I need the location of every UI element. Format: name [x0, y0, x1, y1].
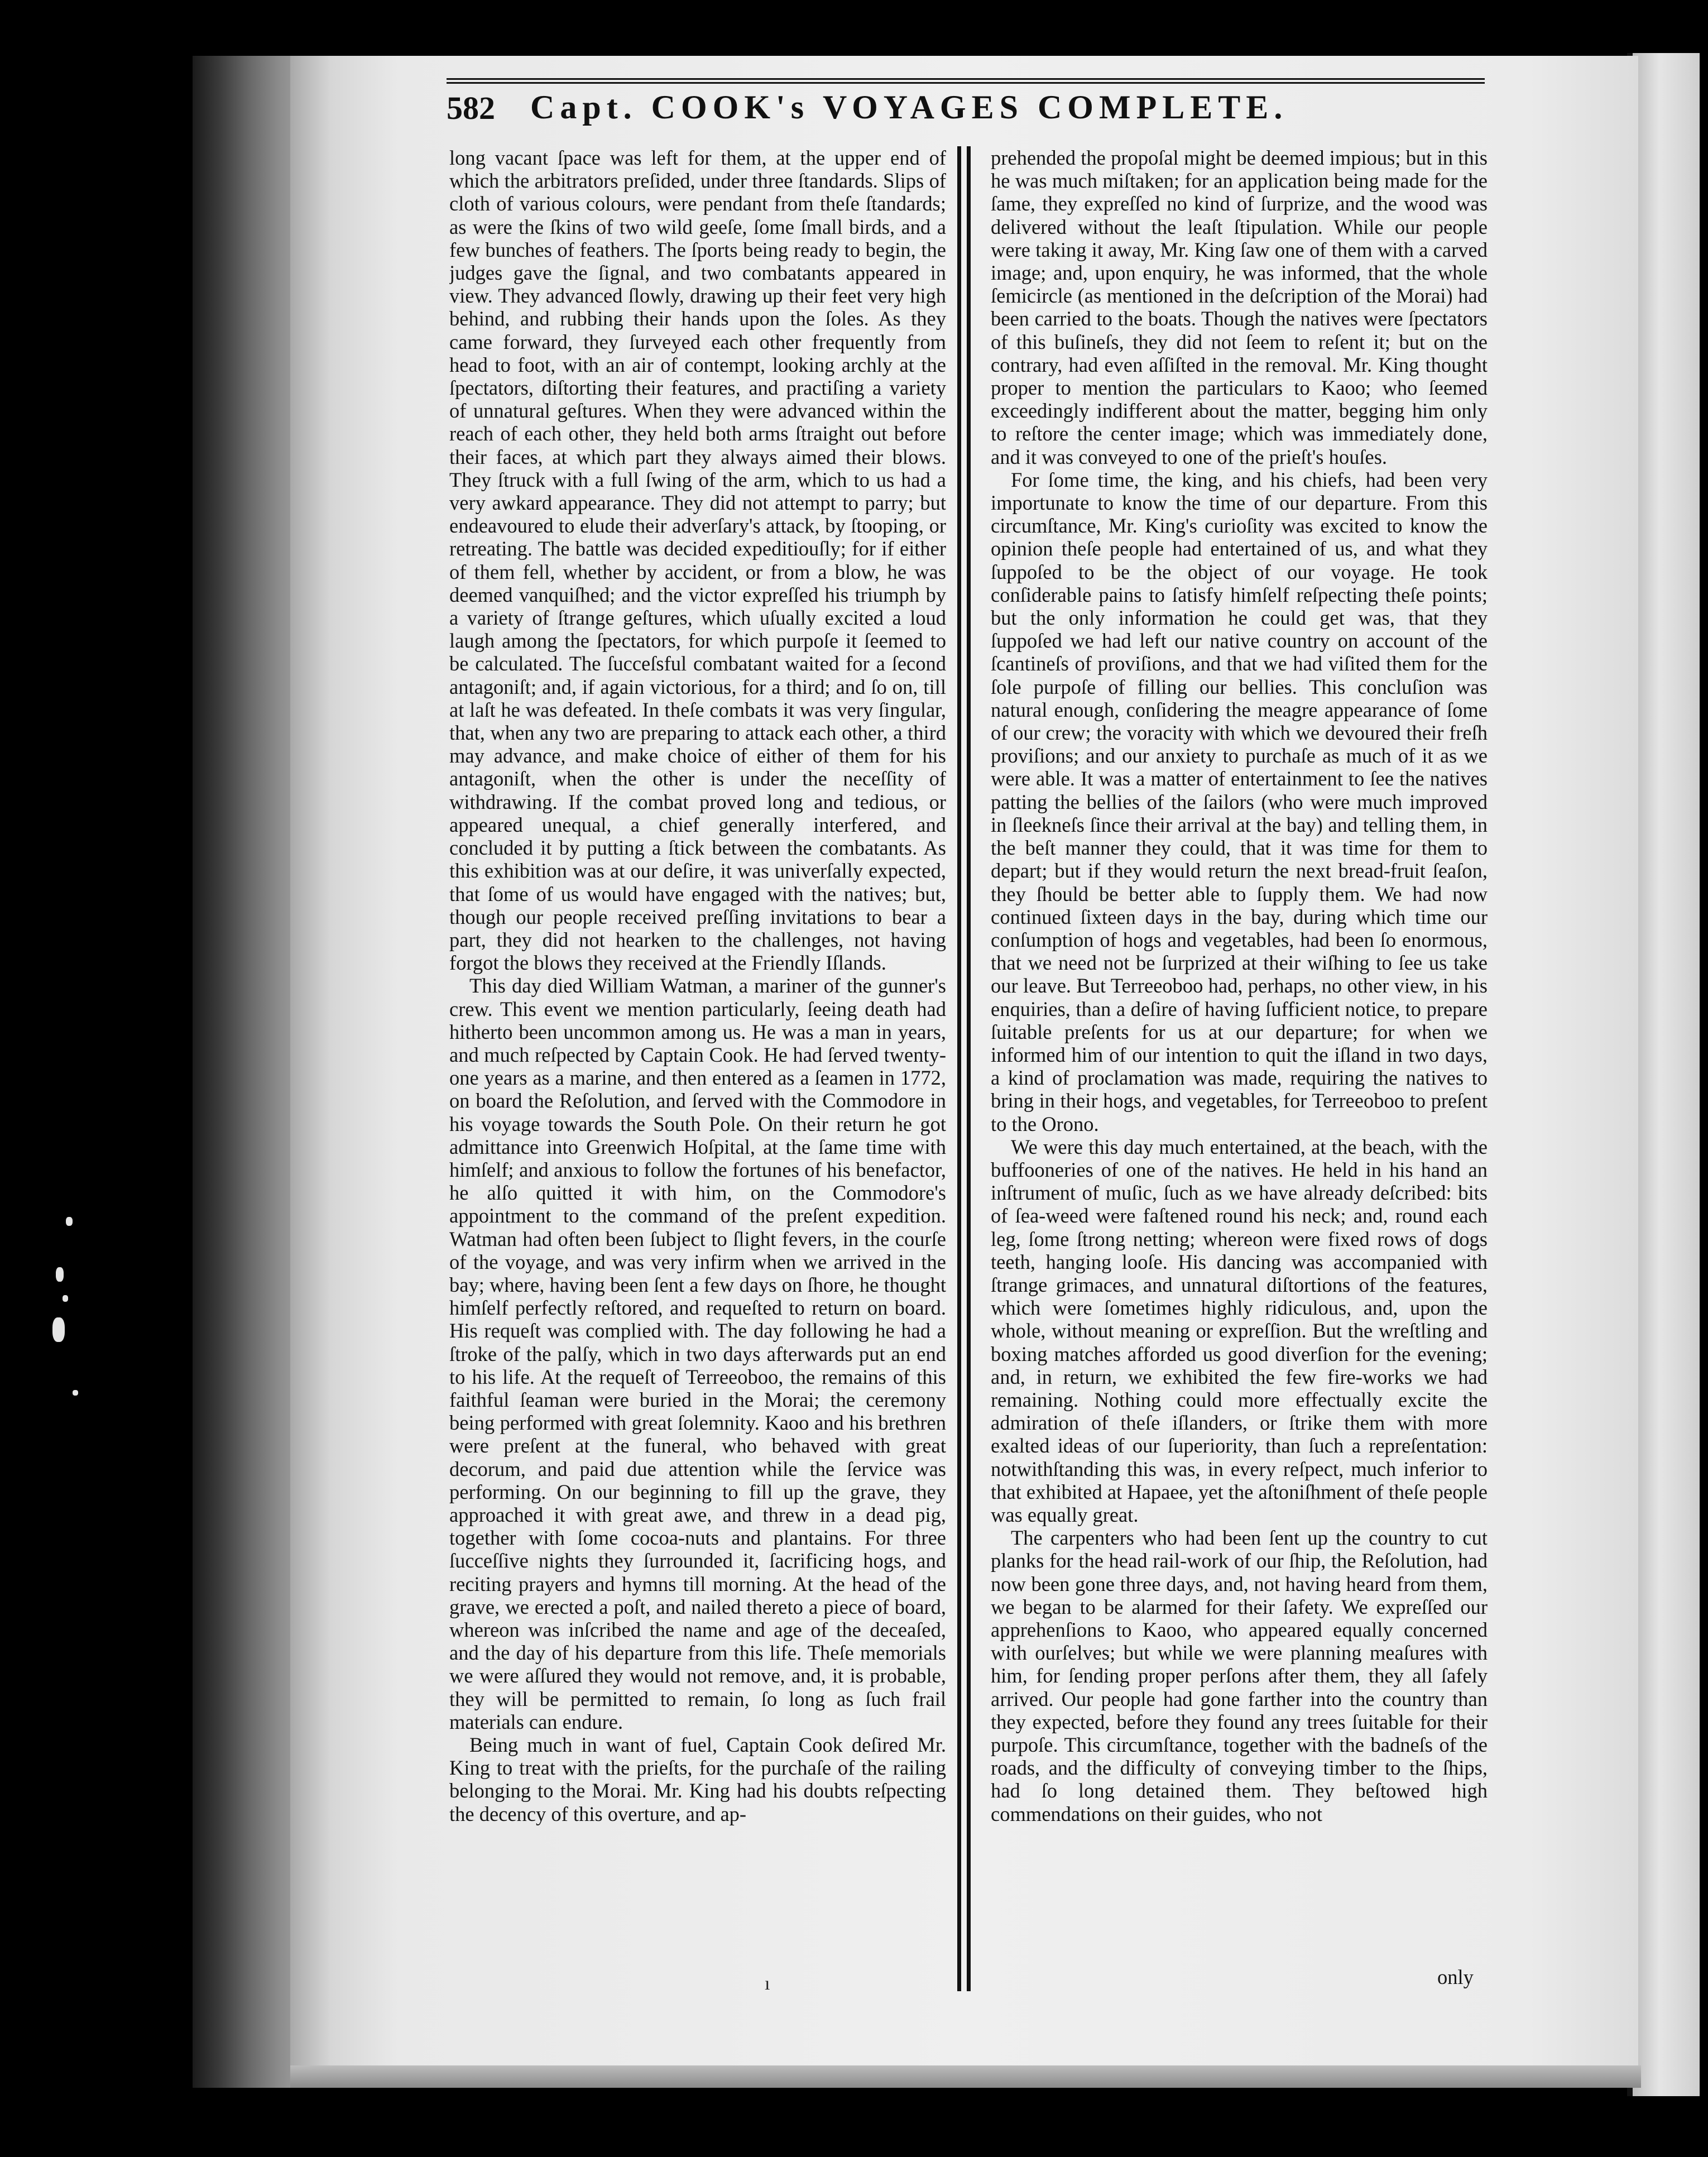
- catchword: only: [1437, 1966, 1474, 1988]
- page-bottom-edge: [290, 2065, 1641, 2088]
- paragraph: We were this day much entertained, at the beach, with the buffooneries of one of the natives. He held in his hand an inſtrument of muſic, ſuch as we have already deſcribed: bits of ſea-weed were faſtened round his neck; and, round each leg, ſome ſtrong netting; whereon were fixed rows of dogs teeth, hanging looſe. His dancing was accompanied with ſtrange grimaces, and unnatural diſtortions of the features, which were ſometimes highly ridiculous, and, upon the whole, without meaning or expreſſion. But the wreſtling and boxing matches afforded us good diverſion for the evening; and, in return, we exhibited the few fire-works we had remaining. Nothing could more effectually excite the admiration of theſe iſlanders, or ſtrike them with more exalted ideas of our ſuperiority, than ſuch a repreſentation: notwithſtanding this was, in every reſpect, much inferior to that exhibited at Hapaee, yet the aſtoniſhment of theſe people was equally great.: [991, 1135, 1488, 1526]
- right-text-column: [991, 146, 1488, 2005]
- paragraph: Being much in want of fuel, Captain Cook deſired Mr. King to treat with the prieſts, for the purchaſe of the railing belonging to the Morai. Mr. King had his doubts reſpecting the decency of this overture, and ap-: [449, 1733, 946, 1825]
- film-speck: [73, 1390, 78, 1396]
- paragraph: This day died William Watman, a mariner of the gunner's crew. This event we mention particularly, ſeeing death had hitherto been uncommon among us. He was a man in years, and much reſpected by Captain Cook. He had ſerved twenty-one years as a marine, and then entered as a ſeamen in 1772, on board the Reſolution, and ſerved with the Commodore in his voyage towards the South Pole. On their return he got admittance into Greenwich Hoſpital, at the ſame time with himſelf; and anxious to follow the fortunes of his benefactor, he alſo quitted it with him, on the Commodore's appointment to the command of the preſent expedition. Watman had often been ſubject to ſlight fevers, in the courſe of the voyage, and was very infirm when we arrived in the bay; where, having been ſent a few days on ſhore, he thought himſelf perfectly reſtored, and requeſted to return on board. His requeſt was complied with. The day following he had a ſtroke of the palſy, which in two days afterwards put an end to his life. At the requeſt of Terreeoboo, the remains of this faithful ſeaman were buried in the Morai; the ceremony being performed with great ſolemnity. Kaoo and his brethren were preſent at the funeral, who behaved with great decorum, and paid due attention while the ſervice was performing. On our beginning to fill up the grave, they approached it with great awe, and threw in a dead pig, together with ſome cocoa-nuts and plantains. For three ſucceſſive nights they ſurrounded it, ſacrificing hogs, and reciting prayers and hymns till morning. At the head of the grave, we erected a poſt, and nailed thereto a piece of board, whereon was inſcribed the name and age of the deceaſed, and the day of his departure from this life. Theſe memorials we were aſſured they would not remove, and, it is probable, they will be permitted to remain, ſo long as ſuch frail materials can endure.: [449, 974, 946, 1733]
- paragraph: For ſome time, the king, and his chiefs, had been very importunate to know the time of our departure. From this circumſtance, Mr. King's curioſity was excited to know the opinion theſe people had entertained of us, and what they ſuppoſed to be the object of our voyage. He took conſiderable pains to ſatisfy himſelf reſpecting theſe points; but the only information he could get was, that they ſuppoſed we had left our native country on account of the ſcantineſs of proviſions, and that we had viſited them for the ſole purpoſe of filling our bellies. This concluſion was natural enough, conſidering the meagre appearance of ſome of our crew; the voracity with which we devoured their freſh proviſions; and our anxiety to purchaſe as much of it as we were able. It was a matter of entertainment to ſee the natives patting the bellies of the ſailors (who were much improved in ſleekneſs ſince their arrival at the bay) and telling them, in the beſt manner they could, that it was time for them to depart; but if they would return the next bread-fruit ſeaſon, they ſhould be better able to ſupply them. We had now continued ſixteen days in the bay, during which time our conſumption of hogs and vegetables, had been ſo enormous, that we need not be ſurprized at their wiſhing to ſee us take our leave. But Terreeoboo had, perhaps, no other view, in his enquiries, than a deſire of having ſufficient notice, to prepare ſuitable preſents for us at our departure; for when we informed him of our intention to quit the iſland in two days, a kind of proclamation was made, requiring the natives to bring in their hogs, and vegetables, for Terreeoboo to preſent to the Orono.: [991, 468, 1488, 1135]
- running-head: Capt. COOK's VOYAGES COMPLETE.: [530, 89, 1288, 126]
- column-divider: [957, 146, 971, 1991]
- left-text-column: [449, 146, 946, 2005]
- paragraph: prehended the propoſal might be deemed impious; but in this he was much miſtaken; for an application being made for the ſame, they expreſſed no kind of ſurprize, and the wood was delivered without the leaſt ſtipulation. While our people were taking it away, Mr. King ſaw one of them with a carved image; and, upon enquiry, he was informed, that the whole ſemicircle (as mentioned in the deſcription of the Morai) had been carried to the boats. Though the natives were ſpectators of this buſineſs, they did not ſeem to reſent it; but on the contrary, had even aſſiſted in the removal. Mr. King thought proper to mention the particulars to Kaoo; who ſeemed exceedingly indifferent about the matter, begging him only to reſtore the center image; which was immediately done, and it was conveyed to one of the prieſt's houſes.: [991, 146, 1488, 468]
- signature-mark: ı: [765, 1973, 770, 1994]
- film-speck: [63, 1295, 68, 1302]
- paragraph: long vacant ſpace was left for them, at the upper end of which the arbitrators preſided, under three ſtandards. Slips of cloth of various colours, were pendant from theſe ſtandards; as were the ſkins of two wild geeſe, ſome ſmall birds, and a few bunches of feathers. The ſports being ready to begin, the judges gave the ſignal, and two combatants appeared in view. They advanced ſlowly, drawing up their feet very high behind, and rubbing their hands upon the ſoles. As they came forward, they ſurveyed each other frequently from head to foot, with an air of contempt, looking archly at the ſpectators, diſtorting their features, and practiſing a variety of unnatural geſtures. When they were advanced within the reach of each other, they held both arms ſtraight out before their faces, at which part they always aimed their blows. They ſtruck with a full ſwing of the arm, which to us had a very awkard appearance. They did not attempt to parry; but endeavoured to elude their adverſary's attack, by ſtooping, or retreating. The battle was decided expeditiouſly; for if either of them fell, whether by accident, or from a blow, he was deemed vanquiſhed; and the victor expreſſed his triumph by a variety of ſtrange geſtures, which uſually excited a loud laugh among the ſpectators, for which purpoſe it ſeemed to be calculated. The ſucceſsful combatant waited for a ſecond antagoniſt; and, if again victorious, for a third; and ſo on, till at laſt he was defeated. In theſe combats it was very ſingular, that, when any two are preparing to attack each other, a third may advance, and make choice of either of them for his antagoniſt, when the other is under the neceſſity of withdrawing. If the combat proved long and tedious, or appeared unequal, a chief generally interfered, and concluded it by putting a ſtick between the combatants. As this exhibition was at our deſire, it was univerſally expected, that ſome of us would have engaged with the natives; but, though our people received preſſing invitations to bear a part, they did not hearken to the challenges, not having forgot the blows they received at the Friendly Iſlands.: [449, 146, 946, 975]
- film-speck: [66, 1217, 73, 1226]
- page-header: [447, 78, 1485, 134]
- paragraph: The carpenters who had been ſent up the country to cut planks for the head rail-work of our ſhip, the Reſolution, had now been gone three days, and, not having heard from them, we began to be alarmed for their ſafety. We expreſſed our apprehenſions to Kaoo, who appeared equally concerned with ourſelves; but while we were planning meaſures with him, for ſending proper perſons after them, they all ſafely arrived. Our people had gone farther into the country than they expected, before they found any trees ſuitable for their purpoſe. This circumſtance, together with the badneſs of the roads, and the difficulty of conveying timber to the ſhips, had ſo long detained them. They beſtowed high commendations on their guides, who not: [991, 1526, 1488, 1825]
- page-number: 582: [447, 90, 495, 126]
- film-speck: [56, 1267, 64, 1282]
- film-speck: [52, 1317, 65, 1342]
- book-gutter: [193, 56, 299, 2088]
